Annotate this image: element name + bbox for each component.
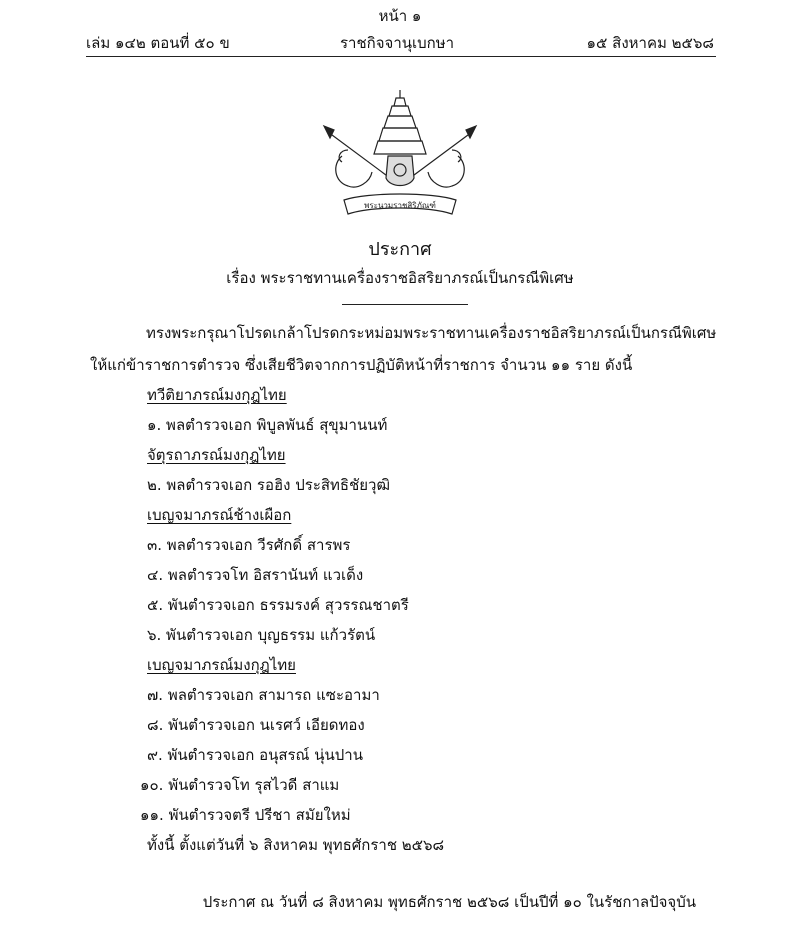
gazette-date: ๑๕ สิงหาคม ๒๕๖๘	[586, 34, 714, 52]
list-item: ๓. พลตำรวจเอก วีรศักดิ์ สารพร	[147, 536, 351, 554]
title-divider	[342, 304, 468, 305]
list-item: ๑๑. พันตำรวจตรี ปรีชา สมัยใหม่	[140, 806, 351, 824]
section-heading: เบญจมาภรณ์ช้างเผือก	[147, 506, 292, 524]
header-divider	[86, 56, 716, 57]
list-item: ๘. พันตำรวจเอก นเรศว์ เอียดทอง	[147, 716, 365, 734]
list-item: ๒. พลตำรวจเอก รอฮิง ประสิทธิชัยวุฒิ	[147, 476, 391, 494]
page-title: ประกาศ	[368, 239, 432, 260]
gazette-volume: เล่ม ๑๔๒ ตอนที่ ๕๐ ข	[86, 34, 230, 52]
list-item: ๙. พันตำรวจเอก อนุสรณ์ นุ่นปาน	[147, 746, 363, 764]
gazette-name: ราชกิจจานุเบกษา	[340, 34, 455, 52]
section-heading: เบญจมาภรณ์มงกุฎไทย	[147, 656, 296, 674]
royal-emblem-icon	[318, 86, 482, 222]
section-heading: ทวีติยาภรณ์มงกุฎไทย	[147, 386, 287, 404]
emblem-banner-text: พระนวมราชสิริภัณฑ์	[364, 201, 436, 210]
list-item: ๔. พลตำรวจโท อิสรานันท์ แวเด็ง	[147, 566, 364, 584]
list-item: ๖. พันตำรวจเอก บุญธรรม แก้วรัตน์	[147, 626, 376, 644]
intro-line-1: ทรงพระกรุณาโปรดเกล้าโปรดกระหม่อมพระราชทานเครื่องราชอิสริยาภรณ์เป็นกรณีพิเศษ	[146, 324, 717, 342]
effective-date: ทั้งนี้ ตั้งแต่วันที่ ๖ สิงหาคม พุทธศักราช ๒๕๖๘	[147, 836, 445, 854]
page-number: หน้า ๑	[378, 7, 422, 25]
list-item: ๗. พลตำรวจเอก สามารถ แซะอามา	[147, 686, 380, 704]
list-item: ๑๐. พันตำรวจโท รุสไวดี สาแม	[140, 776, 340, 794]
section-heading: จัตุรถาภรณ์มงกุฎไทย	[147, 446, 286, 464]
document-subject: เรื่อง พระราชทานเครื่องราชอิสริยาภรณ์เป็นกรณีพิเศษ	[226, 269, 574, 287]
list-item: ๑. พลตำรวจเอก พิบูลพันธ์ สุขุมานนท์	[147, 416, 388, 434]
announcement-date: ประกาศ ณ วันที่ ๘ สิงหาคม พุทธศักราช ๒๕๖๘ เป็นปีที่ ๑๐ ในรัชกาลปัจจุบัน	[202, 893, 696, 911]
list-item: ๕. พันตำรวจเอก ธรรมรงค์ สุวรรณชาตรี	[147, 596, 409, 614]
intro-line-2: ให้แก่ข้าราชการตำรวจ ซึ่งเสียชีวิตจากการปฏิบัติหน้าที่ราชการ จำนวน ๑๑ ราย ดังนี้	[90, 356, 633, 374]
